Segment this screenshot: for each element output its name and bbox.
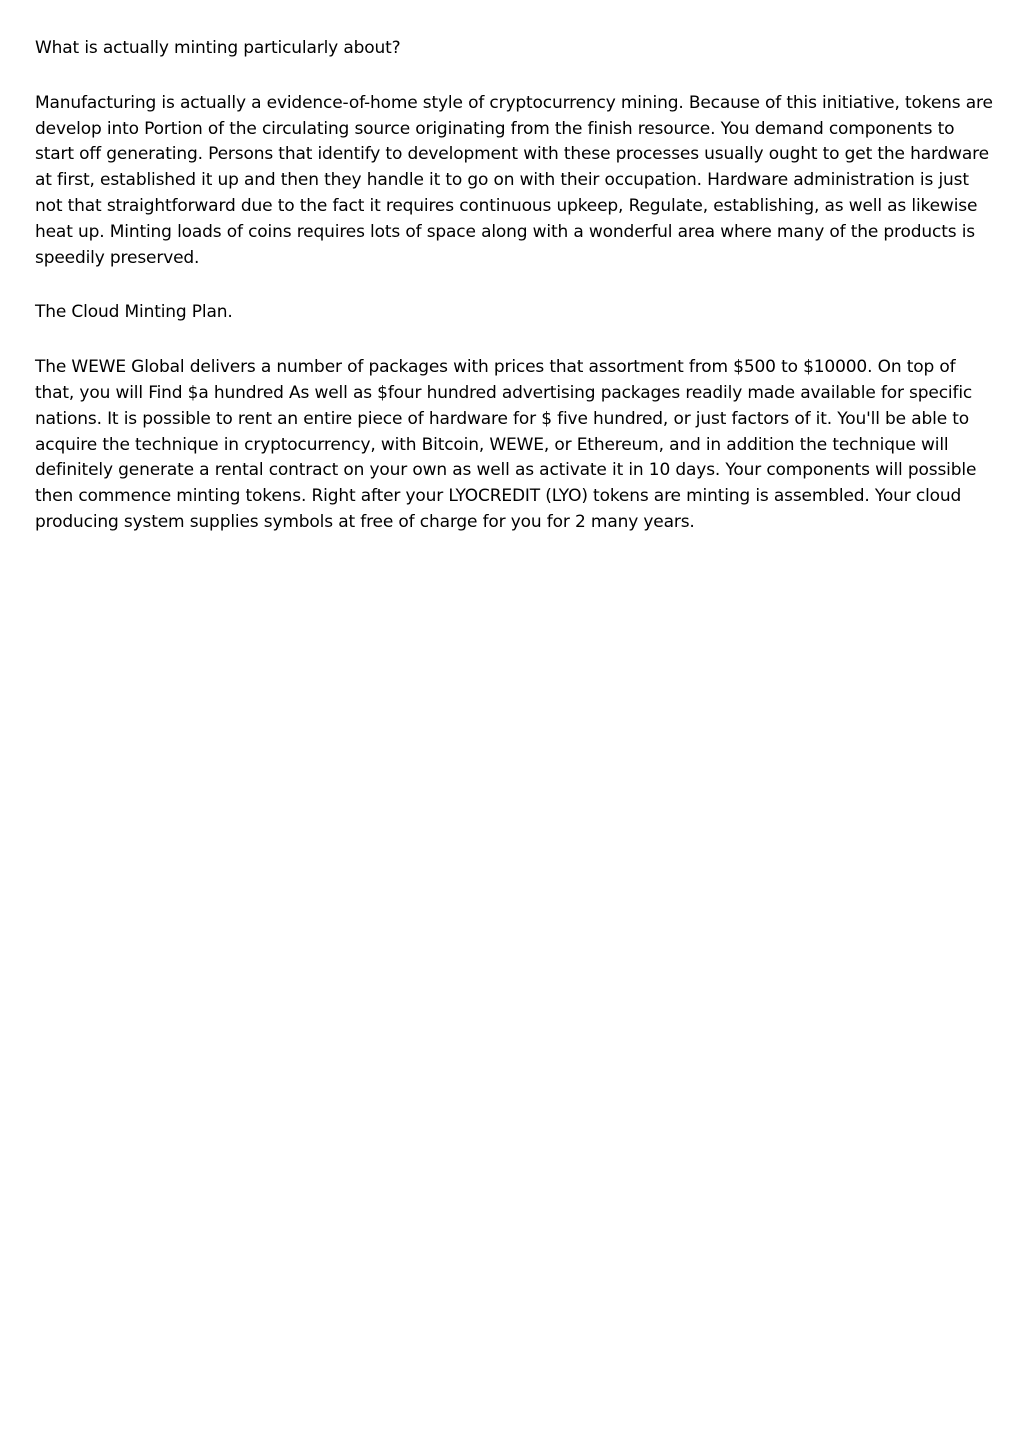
question-heading: What is actually minting particularly about? <box>35 38 401 58</box>
packages-paragraph: The WEWE Global delivers a number of packages with prices that assortment from $500 to $10000. On top of that, you will Find $a hundred As well as $four hundred advertising packages readily made available for specific nations. It is possible to rent an entire piece of hardware for $ five hundred, or just factors of it. You'll be able to acquire the technique in cryptocurrency, with Bitcoin, WEWE, or Ethereum, and in addition the technique will definitely generate a rental contract on your own as well as activate it in 10 days. Your components will possible then commence minting tokens. Right after your LYOCREDIT (LYO) tokens are minting is assembled. Your cloud producing system supplies symbols at free of charge for you for 2 many years. <box>35 357 977 532</box>
manufacturing-paragraph: Manufacturing is actually a evidence-of-home style of cryptocurrency mining. Because of this initiative, tokens are develop into Portion of the circulating source originating from the finish resource. You demand components to start off generating. Persons that identify to development with these processes usually ought to get the hardware at first, established it up and then they handle it to go on with their occupation. Hardware administration is just not that straightforward due to the fact it requires continuous upkeep, Regulate, establishing, as well as likewise heat up. Minting loads of coins requires lots of space along with a wonderful area where many of the products is speedily preserved. <box>35 92 993 268</box>
cloud-minting-heading: The Cloud Minting Plan. <box>35 302 233 323</box>
document-page <box>35 36 995 536</box>
